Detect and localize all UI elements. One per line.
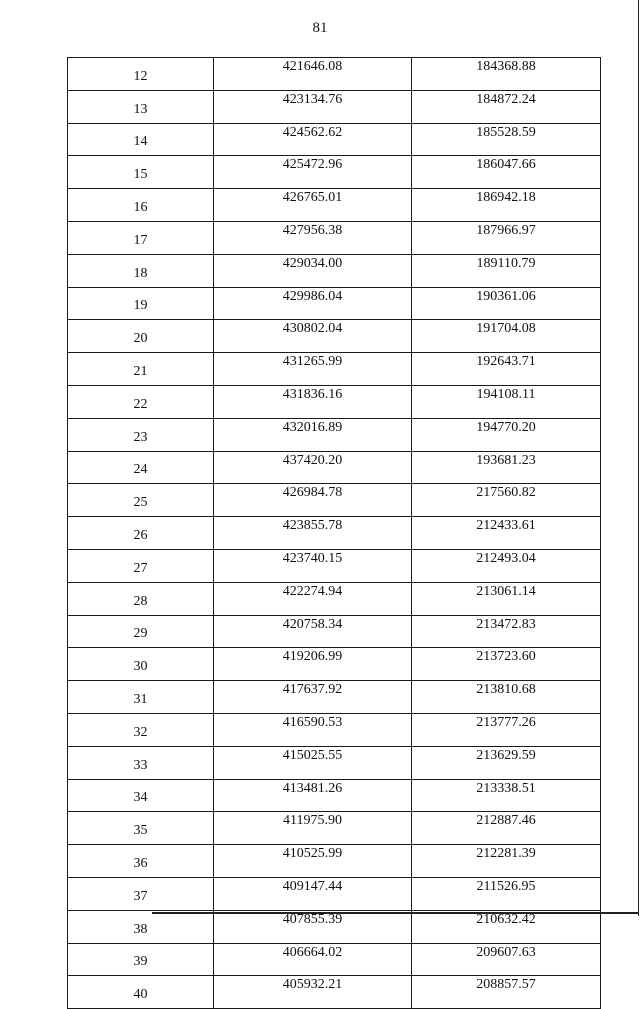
table-row bbox=[68, 123, 601, 156]
table-row bbox=[68, 615, 601, 648]
value-a-cell: 423855.78 bbox=[214, 517, 412, 550]
table-row bbox=[68, 713, 601, 746]
value-b-cell: 213472.83 bbox=[412, 615, 601, 648]
row-number-cell: 34 bbox=[68, 779, 214, 812]
row-number-cell: 38 bbox=[68, 910, 214, 943]
table-row bbox=[68, 254, 601, 287]
value-a-cell: 425472.96 bbox=[214, 156, 412, 189]
value-a-cell: 423134.76 bbox=[214, 90, 412, 123]
table-row bbox=[68, 976, 601, 1009]
row-number-cell: 35 bbox=[68, 812, 214, 845]
value-a-cell: 415025.55 bbox=[214, 746, 412, 779]
value-b-cell: 212433.61 bbox=[412, 517, 601, 550]
row-number-cell: 13 bbox=[68, 90, 214, 123]
table-row bbox=[68, 385, 601, 418]
value-b-cell: 187966.97 bbox=[412, 221, 601, 254]
value-a-cell: 430802.04 bbox=[214, 320, 412, 353]
table-row bbox=[68, 90, 601, 123]
coordinate-table bbox=[67, 57, 601, 1009]
value-b-cell: 212281.39 bbox=[412, 845, 601, 878]
row-number-cell: 16 bbox=[68, 189, 214, 222]
value-b-cell: 189110.79 bbox=[412, 254, 601, 287]
value-b-cell: 190361.06 bbox=[412, 287, 601, 320]
table-row bbox=[68, 418, 601, 451]
value-b-cell: 213777.26 bbox=[412, 713, 601, 746]
table-row bbox=[68, 910, 601, 943]
value-b-cell: 184872.24 bbox=[412, 90, 601, 123]
value-a-cell: 410525.99 bbox=[214, 845, 412, 878]
value-a-cell: 416590.53 bbox=[214, 713, 412, 746]
table-row bbox=[68, 189, 601, 222]
row-number-cell: 27 bbox=[68, 549, 214, 582]
value-a-cell: 420758.34 bbox=[214, 615, 412, 648]
table-row bbox=[68, 287, 601, 320]
row-number-cell: 40 bbox=[68, 976, 214, 1009]
value-b-cell: 213629.59 bbox=[412, 746, 601, 779]
value-a-cell: 426984.78 bbox=[214, 484, 412, 517]
table-row bbox=[68, 221, 601, 254]
value-b-cell: 193681.23 bbox=[412, 451, 601, 484]
value-b-cell: 208857.57 bbox=[412, 976, 601, 1009]
value-a-cell: 406664.02 bbox=[214, 943, 412, 976]
row-number-cell: 30 bbox=[68, 648, 214, 681]
value-b-cell: 192643.71 bbox=[412, 353, 601, 386]
value-b-cell: 194108.11 bbox=[412, 385, 601, 418]
value-a-cell: 429034.00 bbox=[214, 254, 412, 287]
value-b-cell: 194770.20 bbox=[412, 418, 601, 451]
value-b-cell: 191704.08 bbox=[412, 320, 601, 353]
value-a-cell: 427956.38 bbox=[214, 221, 412, 254]
row-number-cell: 21 bbox=[68, 353, 214, 386]
value-b-cell: 213338.51 bbox=[412, 779, 601, 812]
row-number-cell: 17 bbox=[68, 221, 214, 254]
table-row bbox=[68, 648, 601, 681]
value-b-cell: 209607.63 bbox=[412, 943, 601, 976]
table-row bbox=[68, 549, 601, 582]
row-number-cell: 32 bbox=[68, 713, 214, 746]
table-row bbox=[68, 484, 601, 517]
value-b-cell: 212887.46 bbox=[412, 812, 601, 845]
table-row bbox=[68, 353, 601, 386]
value-b-cell: 213810.68 bbox=[412, 681, 601, 714]
value-a-cell: 422274.94 bbox=[214, 582, 412, 615]
row-number-cell: 19 bbox=[68, 287, 214, 320]
table-row bbox=[68, 156, 601, 189]
value-a-cell: 431265.99 bbox=[214, 353, 412, 386]
row-number-cell: 20 bbox=[68, 320, 214, 353]
row-number-cell: 24 bbox=[68, 451, 214, 484]
value-b-cell: 212493.04 bbox=[412, 549, 601, 582]
row-number-cell: 12 bbox=[68, 58, 214, 91]
row-number-cell: 15 bbox=[68, 156, 214, 189]
row-number-cell: 36 bbox=[68, 845, 214, 878]
value-b-cell: 211526.95 bbox=[412, 877, 601, 910]
row-number-cell: 14 bbox=[68, 123, 214, 156]
value-b-cell: 186942.18 bbox=[412, 189, 601, 222]
value-a-cell: 429986.04 bbox=[214, 287, 412, 320]
value-a-cell: 421646.08 bbox=[214, 58, 412, 91]
value-a-cell: 409147.44 bbox=[214, 877, 412, 910]
value-a-cell: 407855.39 bbox=[214, 910, 412, 943]
value-a-cell: 405932.21 bbox=[214, 976, 412, 1009]
row-number-cell: 23 bbox=[68, 418, 214, 451]
table-row bbox=[68, 320, 601, 353]
table-row bbox=[68, 58, 601, 91]
row-number-cell: 33 bbox=[68, 746, 214, 779]
table-body bbox=[68, 58, 601, 1009]
table-row bbox=[68, 582, 601, 615]
value-a-cell: 424562.62 bbox=[214, 123, 412, 156]
table-row bbox=[68, 845, 601, 878]
row-number-cell: 29 bbox=[68, 615, 214, 648]
table-row bbox=[68, 517, 601, 550]
value-b-cell: 213061.14 bbox=[412, 582, 601, 615]
value-a-cell: 423740.15 bbox=[214, 549, 412, 582]
value-a-cell: 411975.90 bbox=[214, 812, 412, 845]
value-b-cell: 217560.82 bbox=[412, 484, 601, 517]
row-number-cell: 39 bbox=[68, 943, 214, 976]
value-b-cell: 186047.66 bbox=[412, 156, 601, 189]
page-number: 81 bbox=[312, 20, 328, 36]
row-number-cell: 22 bbox=[68, 385, 214, 418]
table-row bbox=[68, 779, 601, 812]
table-row bbox=[68, 681, 601, 714]
value-b-cell: 185528.59 bbox=[412, 123, 601, 156]
value-a-cell: 419206.99 bbox=[214, 648, 412, 681]
value-a-cell: 432016.89 bbox=[214, 418, 412, 451]
row-number-cell: 37 bbox=[68, 877, 214, 910]
row-number-cell: 31 bbox=[68, 681, 214, 714]
page-edge-right bbox=[638, 0, 639, 916]
value-a-cell: 431836.16 bbox=[214, 385, 412, 418]
table-row bbox=[68, 451, 601, 484]
table-row bbox=[68, 812, 601, 845]
row-number-cell: 28 bbox=[68, 582, 214, 615]
table-row bbox=[68, 877, 601, 910]
value-a-cell: 413481.26 bbox=[214, 779, 412, 812]
value-a-cell: 426765.01 bbox=[214, 189, 412, 222]
value-b-cell: 213723.60 bbox=[412, 648, 601, 681]
table-row bbox=[68, 943, 601, 976]
row-number-cell: 26 bbox=[68, 517, 214, 550]
value-b-cell: 184368.88 bbox=[412, 58, 601, 91]
value-a-cell: 437420.20 bbox=[214, 451, 412, 484]
value-a-cell: 417637.92 bbox=[214, 681, 412, 714]
table-row bbox=[68, 746, 601, 779]
value-b-cell: 210632.42 bbox=[412, 910, 601, 943]
row-number-cell: 18 bbox=[68, 254, 214, 287]
row-number-cell: 25 bbox=[68, 484, 214, 517]
